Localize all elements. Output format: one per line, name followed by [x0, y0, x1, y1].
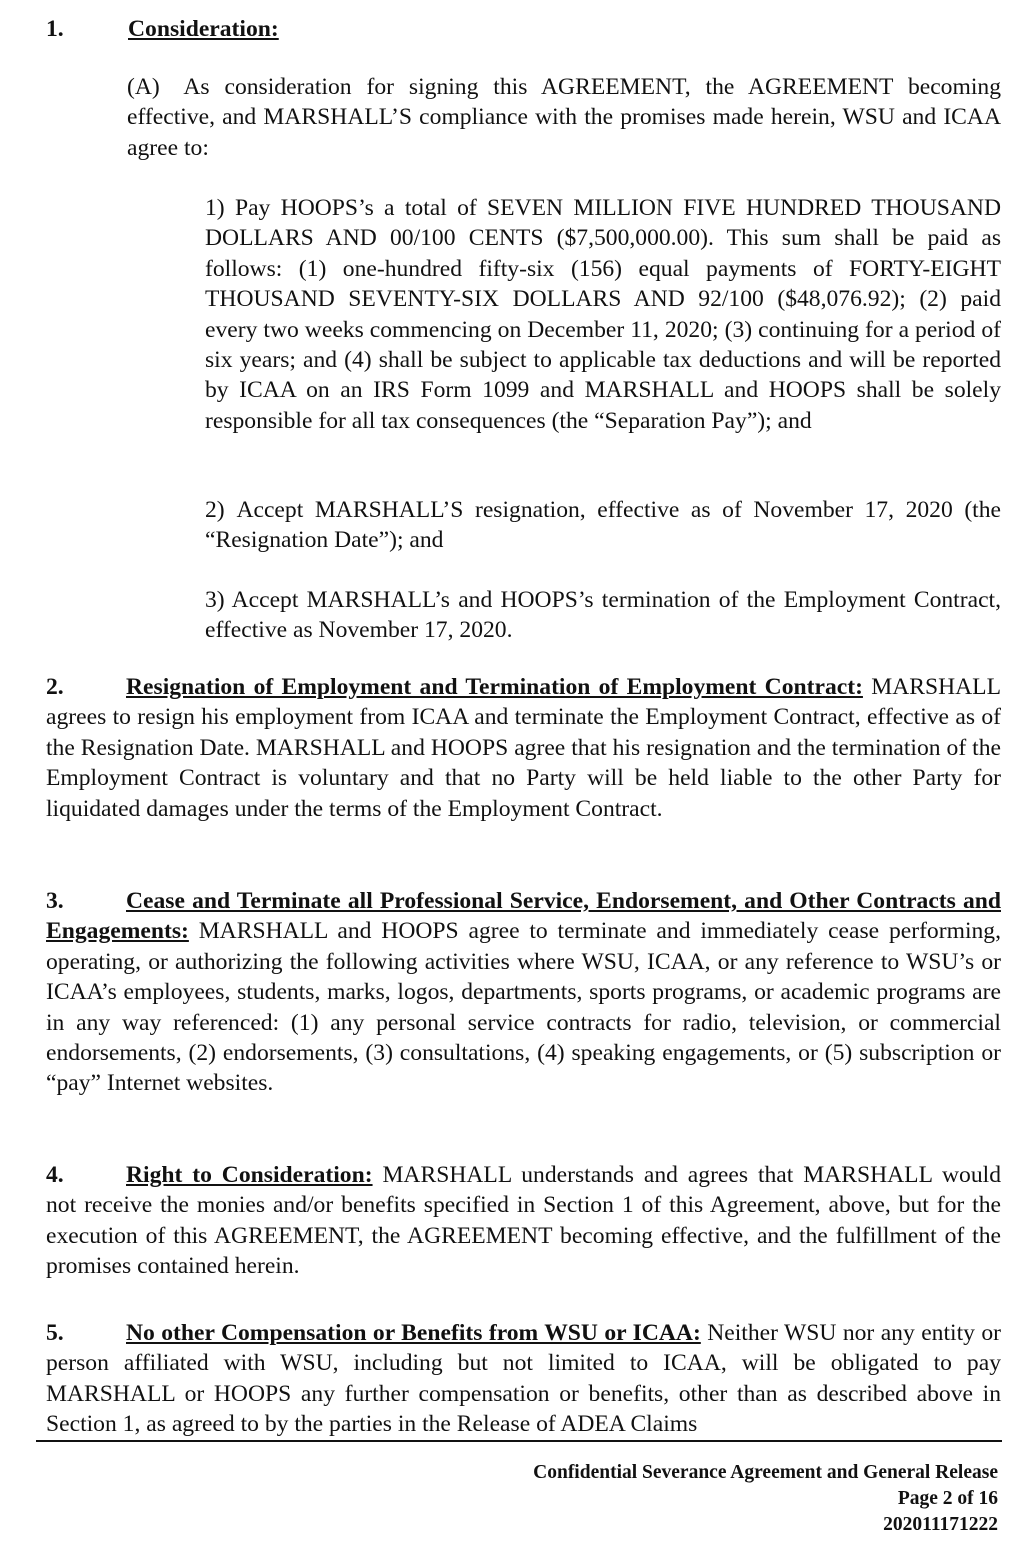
section-1-item-2: 2) Accept MARSHALL’S resignation, effective as of November 17, 2020 (the “Resignation Date”); and — [205, 497, 1001, 554]
section-number: 2. — [46, 674, 64, 700]
page-number: Page 2 of 16 — [897, 1488, 998, 1509]
section-1-item-3: 3) Accept MARSHALL’s and HOOPS’s termination of the Employment Contract, effective as November 17, 2020. — [205, 587, 1001, 644]
section-body: MARSHALL agrees to resign his employment from ICAA and terminate the Employment Contract, effective as of the Resignation Date. MARSHALL and HOOPS agree that his resignation and the termination of the Employment Contract is voluntary and that no Party will be held liable to the other Party for liquidated damages under the terms of the Employment Contract. — [46, 674, 1001, 822]
section-4 — [46, 1160, 1001, 1282]
section-1-item-1: 1) Pay HOOPS’s a total of SEVEN MILLION FIVE HUNDRED THOUSAND DOLLARS AND 00/100 CENTS ($7,500,000.00). This sum shall be paid as follows: (1) one-hundred fifty-six (156) equal payments of FORTY-EIGHT THOUSAND SEVENTY-SIX DOLLARS AND 92/100 ($48,076.92); (2) paid every two weeks commencing on December 11, 2020; (3) continuing for a period of six years; and (4) shall be subject to applicable tax deductions and will be reported by ICAA on an IRS Form 1099 and MARSHALL and HOOPS shall be solely responsible for all tax consequences (the “Separation Pay”); and — [205, 195, 1001, 434]
section-body: MARSHALL and HOOPS agree to terminate and immediately cease performing, operating, or authorizing the following activities where WSU, ICAA, or any reference to WSU’s or ICAA’s employees, students, marks, logos, departments, sports programs, or academic programs are in any way referenced: (1) any personal service contracts for radio, television, or commercial endorsements, (2) endorsements, (3) consultations, (4) speaking engagements, or (5) subscription or “pay” Internet websites. — [46, 918, 1001, 1097]
section-title: Consideration: — [128, 16, 279, 42]
footer-divider — [36, 1440, 1002, 1442]
footer-title: Confidential Severance Agreement and General Release — [533, 1462, 998, 1483]
section-5 — [46, 1318, 1001, 1440]
section-number: 3. — [46, 888, 64, 914]
section-number: 1. — [46, 16, 64, 42]
section-3 — [46, 886, 1001, 1099]
section-title: Resignation of Employment and Termination of Employment Contract: — [126, 674, 863, 700]
section-1-paragraph-a: (A) As consideration for signing this AGREEMENT, the AGREEMENT becoming effective, and MARSHALL’S compliance with the promises made herein, WSU and ICAA agree to: — [127, 74, 1001, 161]
section-2 — [46, 672, 1001, 824]
section-body: Neither WSU nor any entity or person affiliated with WSU, including but not limited to ICAA, will be obligated to pay MARSHALL or HOOPS any further compensation or benefits, other than as described above in Section 1, as agreed to by the parties in the Release of ADEA Claims — [46, 1320, 1002, 1438]
section-title: No other Compensation or Benefits from WSU or ICAA: — [126, 1320, 701, 1346]
section-title: Right to Consideration: — [126, 1162, 373, 1188]
section-1-heading — [46, 14, 946, 44]
section-title: Cease and Terminate all Professional Service, Endorsement, and Other Contracts and Engagements: — [46, 888, 1001, 945]
section-number: 4. — [46, 1162, 64, 1188]
document-id: 202011171222 — [883, 1514, 998, 1535]
page-footer — [398, 1460, 998, 1538]
section-number: 5. — [46, 1320, 64, 1346]
section-body: MARSHALL understands and agrees that MARSHALL would not receive the monies and/or benefits specified in Section 1 of this Agreement, above, but for the execution of this AGREEMENT, the AGREEMENT becoming effective, and the fulfillment of the promises contained herein. — [46, 1162, 1001, 1280]
